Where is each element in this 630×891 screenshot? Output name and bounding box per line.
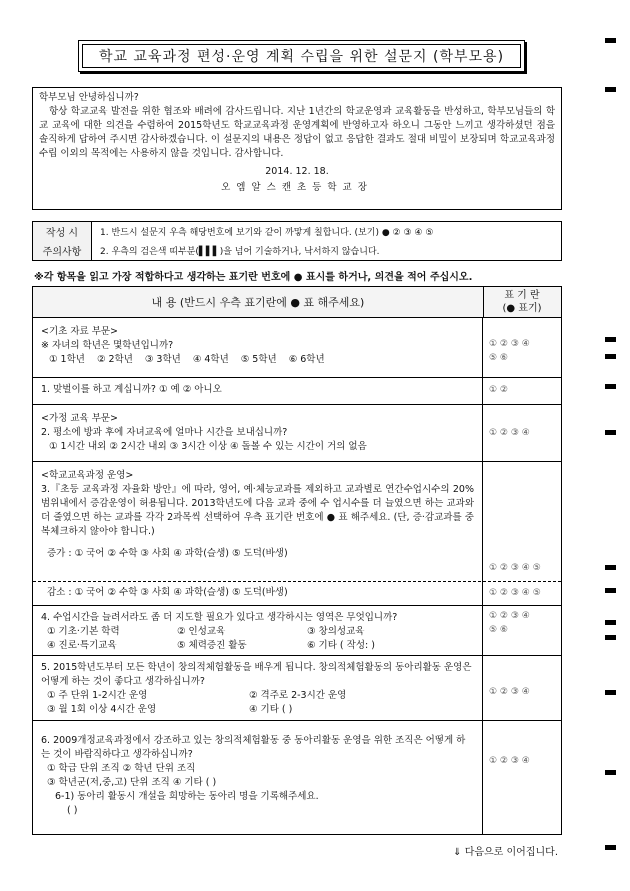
question-4: 4. 수업시간을 늘려서라도 좀 더 지도할 필요가 있다고 생각하시는 영역은 무엇입니까? (41, 612, 398, 623)
option[interactable]: ④ 진로·특기교육 (47, 640, 117, 651)
question-row-3-decrease (33, 581, 561, 606)
header-marks (483, 289, 561, 315)
option[interactable]: ① 기초·기본 학력 (47, 626, 120, 637)
option[interactable]: ③ 3학년 (144, 354, 181, 365)
notes-label-2: 주의사항 (42, 247, 82, 258)
question-2-options[interactable]: ① 1시간 내외 ② 2시간 내외 ③ 3시간 이상 ④ 돌볼 수 있는 시간이 거의 없음 (49, 441, 367, 452)
survey-table (32, 286, 562, 835)
mark-area[interactable]: ① ② ③ ④ ⑤ ⑥ (489, 611, 530, 635)
question-grade: ※ 자녀의 학년은 몇학년입니까? (41, 340, 174, 351)
timing-mark (605, 430, 616, 435)
section-title-basic: <기초 자료 부문> (41, 326, 119, 337)
option[interactable]: ④ 4학년 (192, 354, 229, 365)
option[interactable]: ② 인성교육 (177, 626, 226, 637)
timing-mark (605, 38, 616, 43)
option[interactable]: ⑥ 기타 ( 작성: ) (307, 640, 375, 651)
mark-area[interactable]: ① ② ③ ④ (489, 428, 530, 438)
notes-body (92, 222, 561, 260)
note-line-2: 2. 우측의 검은색 띠부분(▌▌▌)을 넘어 기술하거나, 낙서하지 않습니다. (100, 247, 380, 257)
question-row-2 (33, 404, 561, 462)
mark-area[interactable]: ① ② ③ ④ (489, 687, 530, 697)
question-6: 6. 2009개정교육과정에서 강조하고 있는 창의적체험활동 중 동아리활동 운영을 위한 조직은 어떻게 하는 것이 바람직하다고 생각하십니까? (41, 735, 466, 760)
header-mark-2: (● 표기) (502, 303, 542, 314)
question-6-options-1[interactable]: ① 학급 단위 조직 ② 학년 단위 조직 (47, 763, 196, 774)
mark-area[interactable]: ① ② ③ ④ ⑤ (489, 588, 541, 598)
question-2: 2. 평소에 방과 후에 자녀교육에 얼마나 시간을 보내십니까? (41, 427, 288, 438)
question-row-4 (33, 605, 561, 656)
header-mark-1: 표 기 란 (504, 290, 540, 301)
question-row-1 (33, 377, 561, 405)
mark-area[interactable]: ① ② ③ ④ (489, 756, 530, 766)
mark-area[interactable]: ① ② (489, 385, 508, 395)
option[interactable]: ③ 창의성교육 (307, 626, 365, 637)
question-3: 3.『초등 교육과정 자율화 방안』에 따라, 영어, 예·체능교과를 제외하고 교과별로 연간수업시수의 20% 범위내에서 증감운영이 허용됩니다. 2013학년도에 다음 교과 중에 수 업시수를 더 늘였으면 하는 교과와 더 줄였으면 하는 교과를 각각 2과목씩 선택하여 우측 표기란 번호에 ● 표 해주세요. (단, 증·감교과를 중복체크하지 않아야 합니다.) (41, 484, 474, 537)
instruction: ※각 항목을 읽고 가장 적합하다고 생각하는 표기란 번호에 ● 표시를 하거나, 의견을 적어 주십시오. (34, 272, 473, 283)
option[interactable]: ② 격주로 2-3시간 운영 (249, 690, 347, 701)
option[interactable]: ① 1학년 (49, 354, 85, 365)
timing-mark (605, 620, 616, 625)
question-row-grade (33, 317, 561, 378)
continue-footer: ⇓ 다음으로 이어집니다. (453, 847, 558, 858)
question-1: 1. 맞벌이를 하고 계십니까? ① 예 ② 아니오 (33, 377, 483, 404)
note-line-1: 1. 반드시 설문지 우측 해당번호에 보기와 같이 까맣게 칠합니다. (보기) ● ② ③ ④ ⑤ (100, 228, 434, 238)
survey-title: 학교 교육과정 편성·운영 계획 수립을 위한 설문지 (학부모용) (98, 49, 505, 65)
intro-body: 항상 학교교육 발전을 위한 협조와 배려에 감사드립니다. 지난 1년간의 학교운영과 교육활동을 반성하고, 학부모님들의 학교 교육에 대한 의견을 수렴하여 2015학년도 학교교육과정 운영계획에 반영하고자 하오니 그동안 느끼고 생각하셨던 점을 솔직하게 답하여 주시면 감사하겠습니다. 이 설문지의 내용은 정답이 없고 응답한 결과도 절대 비밀이 보장되며 학교교육과정 수립 이외의 목적에는 사용하지 않을 것입니다. 감사합니다. (39, 106, 555, 159)
option[interactable]: ② 2학년 (96, 354, 133, 365)
timing-mark (605, 354, 616, 359)
intro-school: 오엠알스캔초등학교장 (221, 182, 373, 193)
question-3-increase[interactable]: 증가 : ① 국어 ② 수학 ③ 사회 ④ 과학(슬생) ⑤ 도덕(바생) (47, 548, 288, 559)
question-row-3-increase (33, 461, 561, 582)
timing-mark (605, 337, 616, 342)
survey-title-box (78, 40, 525, 72)
timing-mark (605, 565, 616, 570)
option[interactable]: ⑤ 체력증진 활동 (177, 640, 247, 651)
section-title-home: <가정 교육 부문> (41, 413, 119, 424)
notes-box (32, 221, 562, 261)
option[interactable]: ⑤ 5학년 (240, 354, 277, 365)
timing-mark (605, 635, 616, 640)
question-6-sub: 6-1) 동아리 활동시 개설을 희망하는 동아리 명을 기록해주세요. (55, 791, 319, 802)
timing-mark (605, 588, 616, 593)
timing-mark (605, 690, 616, 695)
table-header (33, 287, 561, 318)
timing-mark (605, 770, 616, 775)
grade-options (41, 353, 474, 367)
header-content: 내 용 (반드시 우측 표기란에 ● 표 해주세요) (33, 287, 484, 317)
intro-date: 2014. 12. 18. (265, 166, 329, 177)
section-title-curriculum: <학교교육과정 운영> (41, 470, 134, 481)
mark-area[interactable]: ① ② ③ ④ ⑤ ⑥ (489, 339, 530, 363)
question-row-5 (33, 655, 561, 721)
notes-label (33, 222, 92, 260)
question-5-options (41, 689, 474, 717)
question-row-6 (33, 720, 561, 834)
timing-mark (605, 845, 616, 850)
question-6-input[interactable]: ( ) (67, 805, 78, 816)
question-4-options (41, 625, 474, 653)
question-3-decrease[interactable]: 감소 : ① 국어 ② 수학 ③ 사회 ④ 과학(슬생) ⑤ 도덕(바생) (33, 581, 483, 605)
option[interactable]: ① 주 단위 1-2시간 운영 (47, 690, 148, 701)
question-6-options-2[interactable]: ③ 학년군(저,중,고) 단위 조직 ④ 기타 ( ) (47, 777, 217, 788)
intro-greeting: 학부모님 안녕하십니까? (39, 92, 139, 103)
notes-label-1: 작성 시 (45, 228, 79, 239)
option[interactable]: ④ 기타 ( ) (249, 704, 293, 715)
mark-area[interactable]: ① ② ③ ④ ⑤ (489, 563, 541, 573)
question-5: 5. 2015학년도부터 모든 학년이 창의적체험활동을 배우게 됩니다. 창의적체험활동의 동아리활동 운영은 어떻게 하는 것이 좋다고 생각하십니까? (41, 662, 472, 687)
timing-mark (605, 87, 616, 92)
option[interactable]: ⑥ 6학년 (288, 354, 325, 365)
intro-letter (32, 87, 562, 210)
option[interactable]: ③ 월 1회 이상 4시간 운영 (47, 704, 157, 715)
timing-mark (605, 384, 616, 389)
